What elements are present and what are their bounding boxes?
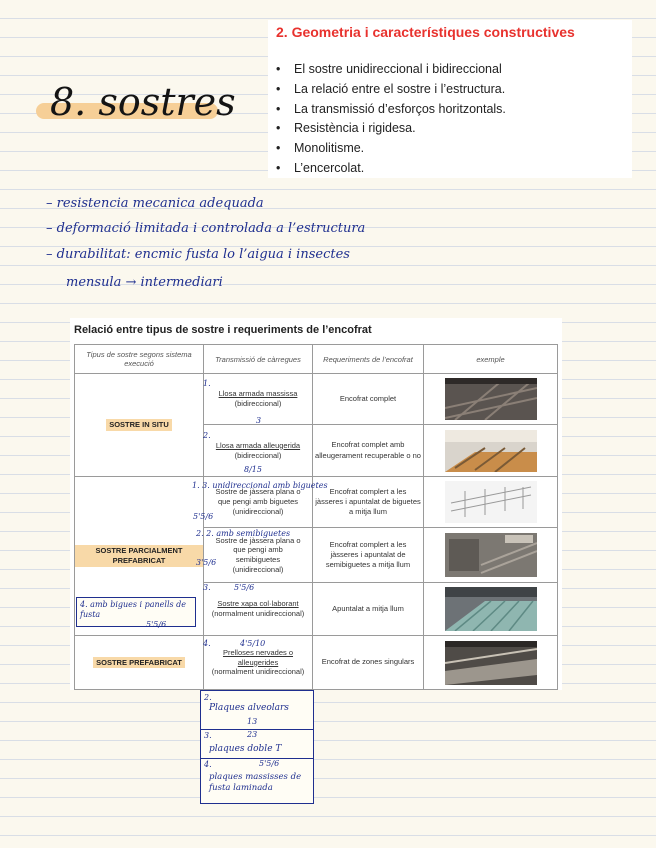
requirement-cell: Encofrat complert a les jàsseres i apuntalat de biguetes a mitja llum (312, 476, 424, 528)
side-note-score: 5'5/6 (146, 620, 167, 629)
example-cell (423, 635, 558, 690)
example-cell (423, 582, 558, 636)
bullet-item: • La relació entre el sostre i l’estructura. (276, 81, 506, 96)
extra-row-number: 4. (204, 760, 212, 769)
slab-photo (445, 378, 537, 420)
slab-photo (445, 587, 537, 631)
handwritten-line: – resistencia mecanica adequada (46, 196, 264, 211)
table-grid (74, 344, 562, 690)
requirement-cell: Encofrat complet (312, 373, 424, 425)
floor-table-document (70, 318, 562, 690)
bullet-item: • La transmissió d’esforços horitzontals. (276, 101, 506, 116)
annotation-score: 3'5/6 (196, 558, 217, 567)
transmission-cell: Llosa armada alleugerida (bidireccional) (203, 424, 313, 477)
extra-row-text: plaques doble T (209, 744, 282, 754)
transmission-cell: Sostre xapa col·laborant (normalment unidireccional) (203, 582, 313, 636)
extra-row-text: Plaques alveolars (209, 703, 289, 713)
header-cell: Requeriments de l’encofrat (312, 344, 424, 374)
extra-row-score: 13 (247, 717, 258, 726)
bullet-item: • Resistència i rigidesa. (276, 121, 416, 136)
example-cell (423, 424, 558, 477)
slab-photo (445, 430, 537, 472)
extra-row-text: plaques massisses de fusta laminada (209, 772, 302, 794)
handwritten-line: – deformació limitada i controlada a l’estructura (46, 221, 366, 236)
slide-bullet-list (276, 60, 506, 179)
table-title: Relació entre tipus de sostre i requeriments de l’encofrat (74, 324, 372, 336)
annotation-number: 4. (203, 639, 211, 648)
annotation-number: 1. (203, 379, 211, 388)
slab-diagram (445, 481, 537, 523)
handwritten-line: – durabilitat: encmic fusta lo l’aigua i insectes (46, 247, 350, 262)
extra-row-score: 23 (247, 730, 258, 739)
slide-title: 2. Geometria i característiques constructives (276, 24, 575, 40)
side-note: 4. amb bigues i panells de fusta (80, 600, 187, 619)
handwritten-line: mensula → intermediari (66, 275, 223, 290)
extra-row (200, 758, 314, 804)
requirement-cell: Apuntalat a mitja llum (312, 582, 424, 636)
header-cell: Transmissió de càrregues (203, 344, 313, 374)
extra-row (200, 729, 314, 761)
annotation-score: 4'5/10 (240, 639, 266, 648)
extra-row-number: 2. (204, 693, 212, 702)
slide-panel (268, 20, 632, 178)
requirement-cell: Encofrat de zones singulars (312, 635, 424, 690)
transmission-cell: Sostre de jàssera plana o que pengi amb biguetes (unidireccional) (203, 476, 313, 528)
header-cell: Tipus de sostre segons sistema execució (74, 344, 204, 374)
example-cell (423, 373, 558, 425)
bullet-item: • El sostre unidireccional i bidireccional (276, 62, 502, 76)
header-cell: exemple (423, 344, 558, 374)
extra-row-score: 5'5/6 (259, 759, 280, 768)
annotation-note: 1. 3. unidireccional amb biguetes (192, 481, 328, 490)
annotation-score: 3 (256, 416, 262, 425)
extra-row-number: 3. (204, 731, 212, 740)
annotation-score: 5'5/6 (193, 512, 214, 521)
category-cell: SOSTRE IN SITU (74, 373, 204, 477)
category-cell: SOSTRE PREFABRICAT (74, 635, 204, 690)
annotation-score: 8/15 (244, 465, 262, 474)
example-cell (423, 527, 558, 583)
transmission-cell: Sostre de jàssera plana o que pengi amb semibiguetes (unidireccional) (203, 527, 313, 583)
bullet-item: • Monolitisme. (276, 141, 365, 156)
annotation-number: 3. (203, 583, 211, 592)
example-cell (423, 476, 558, 528)
annotation-number: 2. (203, 431, 211, 440)
annotation-note: 2. 2. amb semibiguetes (196, 529, 291, 538)
slab-photo (445, 533, 537, 577)
extra-row (200, 690, 314, 732)
requirement-cell: Encofrat complet amb alleugerament recuperable o no (312, 424, 424, 477)
requirement-cell: Encofrat complert a les jàsseres i apuntalat de semibiguetes a mitja llum (312, 527, 424, 583)
side-note-box (76, 597, 196, 627)
transmission-cell: Llosa armada massissa (bidireccional) (203, 373, 313, 425)
transmission-cell: Prelloses nervades o alleugerides (normalment unidireccional) (203, 635, 313, 690)
annotation-score: 5'5/6 (234, 583, 255, 592)
category-cell: SOSTRE PARCIALMENT PREFABRICAT (74, 476, 204, 636)
bullet-item: • L’encercolat. (276, 160, 365, 175)
page-heading: 8. sostres (50, 80, 236, 124)
slab-photo (445, 641, 537, 685)
